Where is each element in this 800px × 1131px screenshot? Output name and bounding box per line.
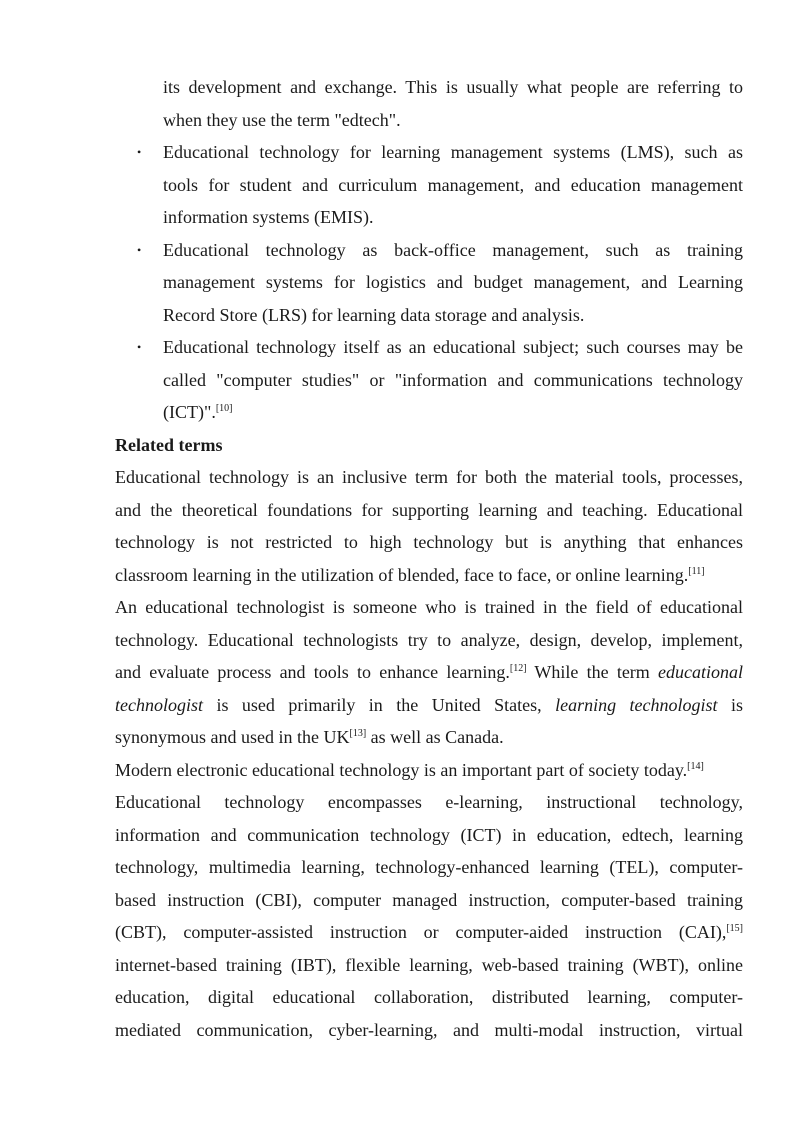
para2-line-1: An educational technologist is someone who is trained in the field of educational <box>115 597 743 617</box>
para3-line-1-text: Modern electronic educational technology is an important part of society today. <box>115 759 688 780</box>
bullet-0-line-2: when they use the term "edtech". <box>163 109 401 130</box>
para1-line-4 <box>115 559 743 592</box>
para3-line-1 <box>115 754 743 787</box>
bullet-2-line-2: management systems for logistics and budget management, and Learning <box>163 272 743 292</box>
para2-line-2: technology. Educational technologists try to analyze, design, develop, implement, <box>115 629 743 650</box>
para2-line-3-mid: While the term <box>526 662 659 682</box>
para2-line-4-mid: is used primarily in the United States, <box>203 694 556 715</box>
italic-term: learning technologist <box>555 694 718 715</box>
para3-line-7: internet-based training (IBT), flexible learning, web-based training (WBT), online <box>115 954 743 975</box>
para3-line-3: information and communication technology (ICT) in education, edtech, learning <box>115 824 743 845</box>
para3-line-5: based instruction (CBI), computer managed instruction, computer-based training <box>115 889 743 910</box>
list-item <box>115 234 743 267</box>
citation-ref[interactable]: [14] <box>687 760 704 772</box>
bullet-1-line-3: information systems (EMIS). <box>163 207 374 227</box>
citation-ref[interactable]: [11] <box>688 565 705 577</box>
para2-line-4 <box>115 689 743 722</box>
para3-line-4: technology, multimedia learning, technology-enhanced learning (TEL), computer- <box>115 857 743 877</box>
para1-line-4-text: classroom learning in the utilization of blended, face to face, or online learning. <box>115 564 689 585</box>
para3-line-2: Educational technology encompasses e-learning, instructional technology, <box>115 792 743 812</box>
para2-line-3-text: and evaluate process and tools to enhance learning. <box>115 662 510 682</box>
para3-line-8: education, digital educational collaboration, distributed learning, computer- <box>115 987 743 1007</box>
bullet-0-line-1: its development and exchange. This is usually what people are referring to <box>163 77 743 97</box>
citation-ref[interactable]: [10] <box>215 403 233 414</box>
section-heading: Related terms <box>115 434 223 455</box>
citation-ref[interactable]: [15] <box>726 923 743 934</box>
para3-line-6-text: (CBT), computer-assisted instruction or computer-aided instruction (CAI), <box>115 922 727 942</box>
bullet-3-line-3 <box>115 396 743 429</box>
list-item <box>115 136 743 169</box>
citation-ref[interactable]: [12] <box>509 663 527 674</box>
para1-line-1: Educational technology is an inclusive term for both the material tools, processes, <box>115 467 743 487</box>
bullet-marker: • <box>137 242 142 257</box>
citation-ref[interactable]: [13] <box>349 728 367 739</box>
document-page <box>115 71 743 1046</box>
para2-line-5 <box>115 721 743 754</box>
para3-line-9: mediated communication, cyber-learning, and multi-modal instruction, virtual <box>115 1019 743 1040</box>
bullet-2-line-3: Record Store (LRS) for learning data storage and analysis. <box>163 304 585 325</box>
list-item <box>115 331 743 364</box>
para2-line-5-end: as well as Canada. <box>366 727 504 747</box>
para2-line-4-end: is <box>717 694 743 715</box>
italic-term: educational <box>658 662 743 682</box>
italic-term: technologist <box>115 694 203 715</box>
bullet-3-line-3-text: (ICT)". <box>163 402 216 422</box>
bullet-1-line-2: tools for student and curriculum management, and education management <box>163 174 743 195</box>
bullet-1-line-1: Educational technology for learning management systems (LMS), such as <box>163 142 743 162</box>
bullet-3-line-1: Educational technology itself as an educational subject; such courses may be <box>163 337 743 357</box>
bullet-2-line-1: Educational technology as back-office management, such as training <box>163 239 743 260</box>
para2-line-3 <box>115 656 743 689</box>
bullet-marker: • <box>137 340 142 354</box>
bullet-marker: • <box>137 145 142 159</box>
bullet-3-line-2: called "computer studies" or "information and communications technology <box>163 369 743 390</box>
para3-line-6 <box>115 916 743 949</box>
para1-line-2: and the theoretical foundations for supporting learning and teaching. Educational <box>115 499 743 520</box>
para2-line-5-text: synonymous and used in the UK <box>115 727 350 747</box>
para1-line-3: technology is not restricted to high technology but is anything that enhances <box>115 532 743 552</box>
